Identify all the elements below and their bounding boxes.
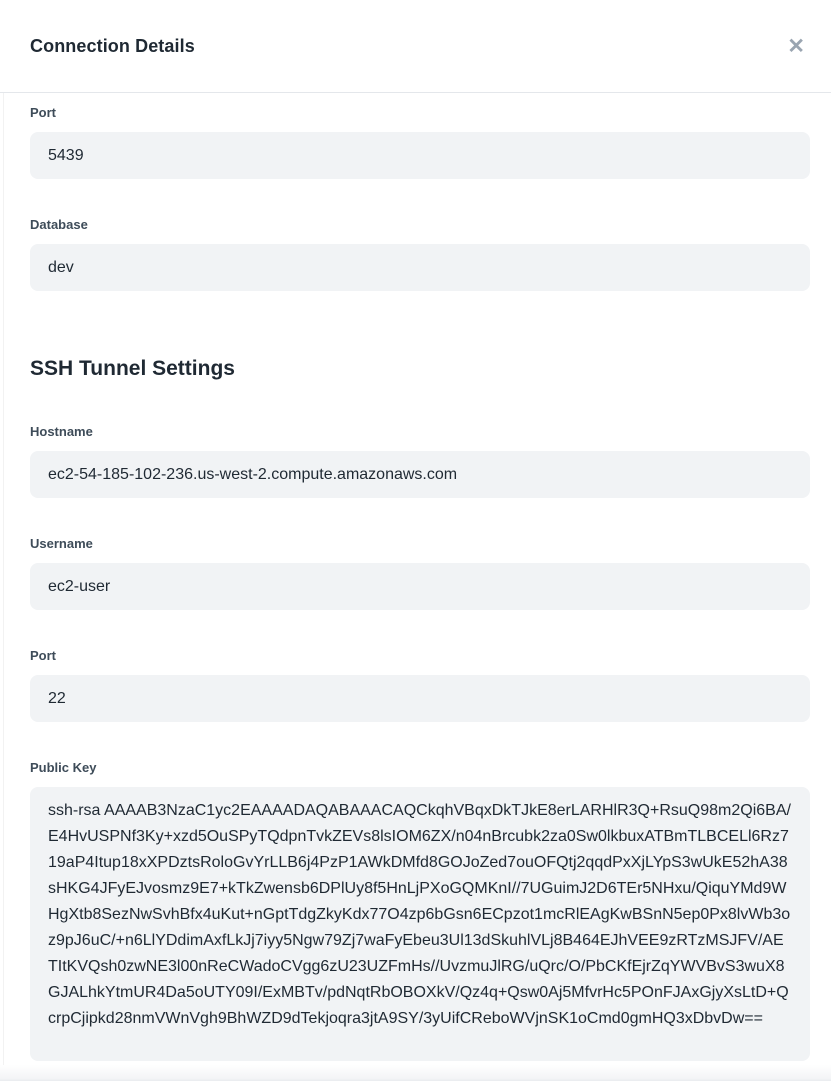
modal-body <box>0 93 831 1061</box>
username-input[interactable] <box>30 563 810 610</box>
field-port <box>30 105 810 179</box>
field-ssh-hostname <box>30 424 810 498</box>
modal-footer-shadow <box>0 1065 831 1081</box>
port-input[interactable] <box>30 132 810 179</box>
field-public-key <box>30 760 810 1061</box>
public-key-textarea[interactable]: ssh-rsa AAAAB3NzaC1yc2EAAAADAQABAAACAQCkqhVBqxDkTJkE8erLARHlR3Q+RsuQ98m2Qi6BA/E4HvUSPNf3Ky+xzd5OuSPyTQdpnTvkZEVs8lsIOM6ZX/n04nBrcubk2za0Sw0lkbuxATBmTLBCELl6Rz719aP4Itup18xXPDztsRoloGvYrLLB6j4PzP1AWkDMfd8GOJoZed7ouOFQtj2qqdPxXjLYpS3wUkE52hA38sHKG4JFyEJvosmz9E7+kTkZwensb6DPlUy8f5HnLjPXoGQMKnI//7UGuimJ2D6TEr5NHxu/QiquYMd9WHgXtb8SezNwSvhBfx4uKut+nGptTdgZkyKdx77O4zp6bGsn6ECpzot1mcRlEAgKwBSnN5ep0Px8lvWb3oz9pJ6uC/+n6LlYDdimAxfLkJj7iyy5Ngw79Zj7waFyEbeu3Ul13dSkuhlVLj8B464EJhVEE9zRTzMSJFV/AETItKVQsh0zwNE3l00nReCWadoCVgg6zU23UZFmHs//UvzmuJlRG/uQrc/O/PbCKfEjrZqYWVBvS3wuX8GJALhkYtmUR4Da5oUTY09I/ExMBTv/pdNqtRbOBOXkV/Qz4q+Qsw0Aj5MfvrHc5POnFJAxGjyXsLtD+QcrpCjipkd28nmVWnVgh9BhWZD9dTekjoqra3jtA9SY/3yUifCReboWVjnSK1oCmd0gmHQ3xDbvDw== <box>30 787 810 1061</box>
close-button[interactable] <box>779 32 813 61</box>
field-ssh-port <box>30 648 810 722</box>
ssh-port-label: Port <box>30 648 56 663</box>
ssh-port-input[interactable] <box>30 675 810 722</box>
username-label: Username <box>30 536 93 551</box>
database-input[interactable] <box>30 244 810 291</box>
modal-header <box>0 0 831 93</box>
field-database <box>30 217 810 291</box>
modal-title: Connection Details <box>30 35 195 56</box>
ssh-tunnel-settings-heading: SSH Tunnel Settings <box>30 357 235 380</box>
close-icon: ✕ <box>787 34 805 58</box>
hostname-input[interactable] <box>30 451 810 498</box>
hostname-label: Hostname <box>30 424 93 439</box>
public-key-label: Public Key <box>30 760 97 775</box>
database-label: Database <box>30 217 88 232</box>
port-label: Port <box>30 105 56 120</box>
modal-left-edge <box>3 0 4 1081</box>
field-ssh-username <box>30 536 810 610</box>
